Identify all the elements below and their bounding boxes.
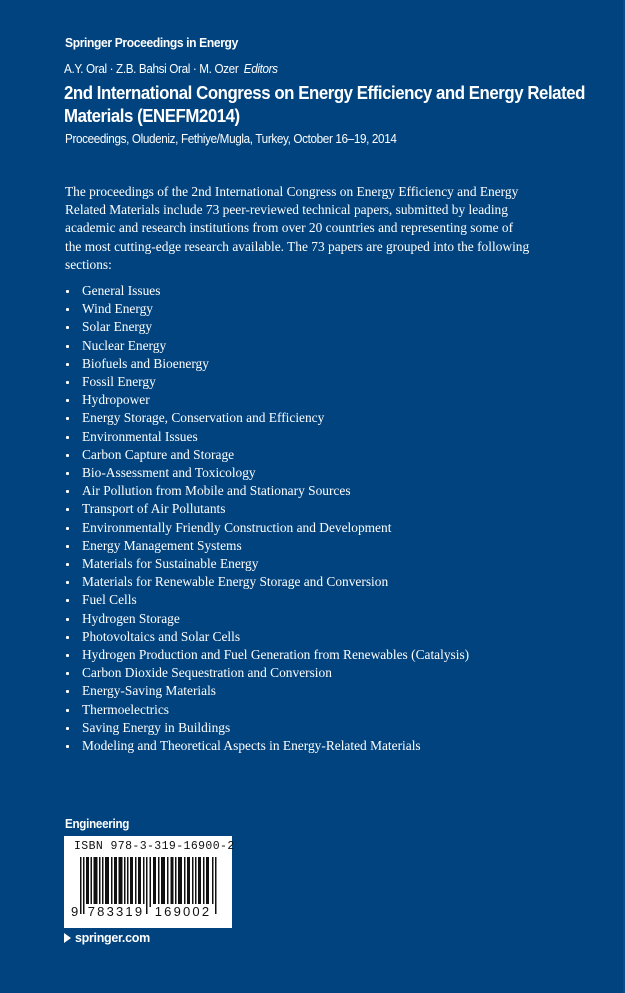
intro-line: The proceedings of the 2nd International Congress on Energy Efficiency and Energy xyxy=(65,184,519,199)
section-label: Environmental Issues xyxy=(82,428,198,444)
section-label: Fuel Cells xyxy=(82,592,137,608)
section-item xyxy=(65,628,469,646)
book-title xyxy=(64,81,585,127)
intro-line: Related Materials include 73 peer-reviewed technical papers, submitted by leading xyxy=(65,202,508,218)
intro-line: the most cutting-edge research available. The 73 papers are grouped into the following xyxy=(65,238,530,254)
section-item xyxy=(65,500,469,518)
section-item xyxy=(65,464,469,482)
bullet-icon xyxy=(66,527,69,530)
barcode-lead-digit: 9 xyxy=(71,904,79,919)
section-label: Environmentally Friendly Construction and Development xyxy=(82,519,392,535)
section-label: General Issues xyxy=(82,283,161,298)
section-item xyxy=(65,446,469,464)
section-label: Thermoelectrics xyxy=(82,701,169,717)
section-label: Fossil Energy xyxy=(82,374,156,390)
bullet-icon xyxy=(66,436,69,439)
section-item xyxy=(65,646,469,664)
intro-paragraph xyxy=(65,183,565,274)
isbn-barcode xyxy=(64,836,235,928)
section-label: Materials for Renewable Energy Storage and Conversion xyxy=(82,574,389,590)
section-label: Wind Energy xyxy=(82,301,153,317)
bullet-icon xyxy=(66,709,69,712)
bullet-icon xyxy=(66,618,69,621)
section-label: Hydropower xyxy=(82,392,150,408)
section-item xyxy=(65,537,469,555)
bullet-icon xyxy=(66,508,69,511)
section-item xyxy=(65,701,469,719)
publisher-link-label: springer.com xyxy=(75,931,150,945)
bullet-icon xyxy=(66,290,69,293)
section-item xyxy=(65,573,469,591)
triangle-arrow-icon xyxy=(64,933,71,943)
section-item xyxy=(65,373,469,391)
bullet-icon xyxy=(66,745,69,748)
intro-line: academic and research institutions from over 20 countries and representing some of xyxy=(65,220,514,236)
section-label: Energy Storage, Conservation and Efficiency xyxy=(82,410,325,426)
section-item xyxy=(65,519,469,537)
book-subtitle: Proceedings, Oludeniz, Fethiye/Mugla, Turkey, October 16–19, 2014 xyxy=(65,131,397,146)
title-line-1: 2nd International Congress on Energy Efficiency and Energy Related xyxy=(64,82,585,103)
bullet-icon xyxy=(66,581,69,584)
bullet-icon xyxy=(66,381,69,384)
bullet-icon xyxy=(66,727,69,730)
barcode-digits xyxy=(68,904,228,920)
section-label: Hydrogen Storage xyxy=(82,610,180,626)
section-item xyxy=(65,482,469,500)
section-item xyxy=(65,282,469,300)
editors-line xyxy=(64,61,278,76)
bullet-icon xyxy=(66,490,69,493)
intro-line: sections: xyxy=(65,256,112,272)
section-label: Photovoltaics and Solar Cells xyxy=(82,628,241,644)
section-item xyxy=(65,682,469,700)
section-item xyxy=(65,355,469,373)
section-item xyxy=(65,409,469,427)
bullet-icon xyxy=(66,345,69,348)
section-label: Materials for Sustainable Energy xyxy=(82,556,259,572)
bullet-icon xyxy=(66,308,69,311)
title-line-2: Materials (ENEFM2014) xyxy=(64,105,240,126)
section-label: Energy-Saving Materials xyxy=(82,683,216,699)
section-item xyxy=(65,391,469,409)
section-label: Energy Management Systems xyxy=(82,537,242,553)
sections-list xyxy=(65,282,469,755)
section-item xyxy=(65,337,469,355)
bullet-icon xyxy=(66,636,69,639)
bullet-icon xyxy=(66,417,69,420)
section-label: Air Pollution from Mobile and Stationary Sources xyxy=(82,483,351,499)
section-item xyxy=(65,737,469,755)
section-label: Transport of Air Pollutants xyxy=(82,501,226,517)
editors-role: Editors xyxy=(243,61,278,76)
section-label: Solar Energy xyxy=(82,319,153,335)
bullet-icon xyxy=(66,545,69,548)
editor-names: A.Y. Oral · Z.B. Bahsi Oral · M. Ozer xyxy=(64,61,239,76)
bullet-icon xyxy=(66,563,69,566)
section-item xyxy=(65,300,469,318)
section-label: Hydrogen Production and Fuel Generation from Renewables (Catalysis) xyxy=(82,647,470,663)
bullet-icon xyxy=(66,690,69,693)
section-item xyxy=(65,610,469,628)
bullet-icon xyxy=(66,454,69,457)
section-item xyxy=(65,664,469,682)
section-item xyxy=(65,555,469,573)
section-item xyxy=(65,591,469,609)
section-label: Carbon Dioxide Sequestration and Conversion xyxy=(82,665,332,681)
bullet-icon xyxy=(66,326,69,329)
bullet-icon xyxy=(66,672,69,675)
section-label: Bio-Assessment and Toxicology xyxy=(82,465,256,481)
section-label: Modeling and Theoretical Aspects in Energy-Related Materials xyxy=(82,738,421,754)
section-label: Nuclear Energy xyxy=(82,337,167,353)
barcode-group-2: 169002 xyxy=(152,904,214,919)
bullet-icon xyxy=(66,472,69,475)
isbn-label: ISBN 978-3-319-16900-2 xyxy=(74,840,235,853)
subject-category: Engineering xyxy=(65,817,130,831)
bullet-icon xyxy=(66,599,69,602)
section-item xyxy=(65,719,469,737)
bullet-icon xyxy=(66,399,69,402)
bullet-icon xyxy=(66,654,69,657)
section-item xyxy=(65,318,469,336)
publisher-link[interactable] xyxy=(64,931,150,945)
barcode-group-1: 783319 xyxy=(87,904,145,919)
bullet-icon xyxy=(66,363,69,366)
series-name: Springer Proceedings in Energy xyxy=(65,35,238,50)
section-item xyxy=(65,428,469,446)
section-label: Biofuels and Bioenergy xyxy=(82,355,209,371)
section-label: Saving Energy in Buildings xyxy=(82,719,231,735)
section-label: Carbon Capture and Storage xyxy=(82,446,235,462)
